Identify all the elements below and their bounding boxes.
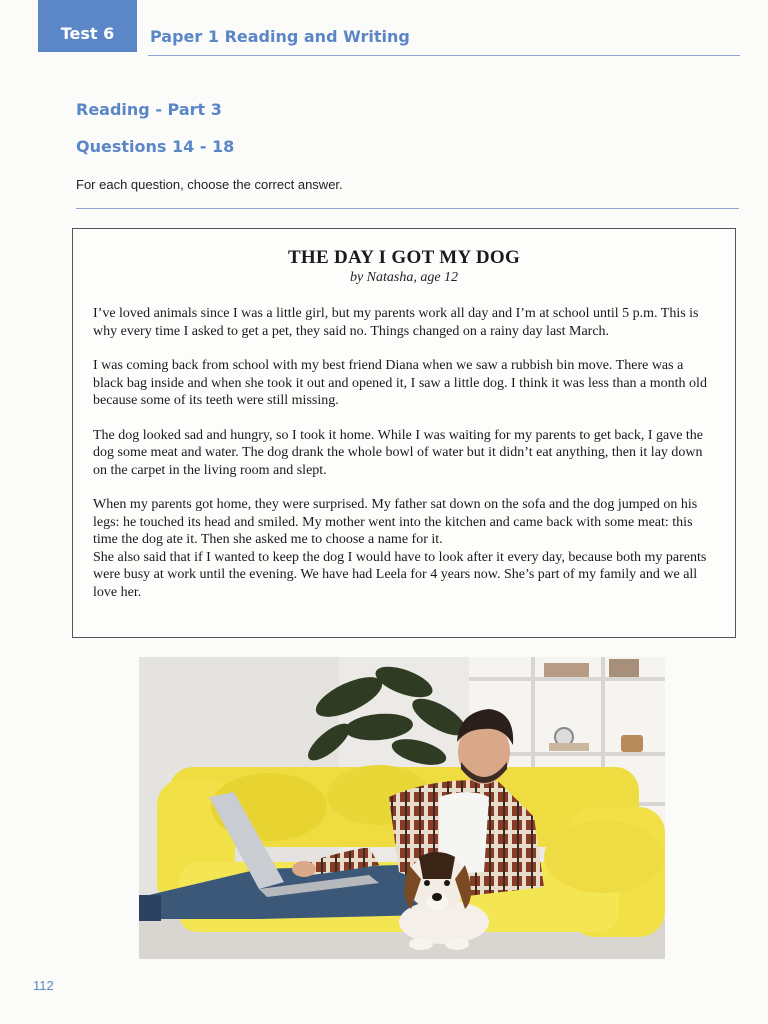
article-paragraph: I’ve loved animals since I was a little girl, but my parents work all day and I’m at school until 5 p.m. This is why every time I asked to get a pet, they said no. Things changed on a rainy day last March. <box>93 306 699 339</box>
instruction-text: For each question, choose the correct answer. <box>76 177 343 192</box>
instruction-divider <box>76 208 739 209</box>
header-divider <box>148 55 740 56</box>
article-paragraph: When my parents got home, they were surprised. My father sat down on the sofa and the dog jumped on his legs: he touched its head and smiled. My mother went into the kitchen and came back with some meat: this time the dog ate it. Then she asked me to choose a name for it. <box>93 497 698 547</box>
man-with-dog-on-sofa-illustration <box>139 657 665 959</box>
article-paragraph: I was coming back from school with my best friend Diana when we saw a rubbish bin move. There was a black bag inside and when she took it out and opened it, I saw a little dog. I think it was less than a month old because some of its teeth were still missing. <box>93 358 707 408</box>
page-number: 112 <box>33 978 54 993</box>
article-byline: by Natasha, age 12 <box>349 270 459 285</box>
illustration-photo <box>139 657 665 959</box>
article-paragraph: She also said that if I wanted to keep the dog I would have to look after it every day, because both my parents were busy at work until the evening. We have had Leela for 4 years now. She’s part of my family and we all love her. <box>93 549 707 600</box>
article-title: THE DAY I GOT MY DOG <box>287 247 521 268</box>
questions-range: Questions 14 - 18 <box>76 137 235 156</box>
paper-title: Paper 1 Reading and Writing <box>150 27 410 46</box>
article-box <box>72 228 736 638</box>
article-body <box>93 305 717 601</box>
section-title: Reading - Part 3 <box>76 100 222 119</box>
article-paragraph: The dog looked sad and hungry, so I took it home. While I was waiting for my parents to get back, I gave the dog some meat and water. The dog drank the whole bowl of water but it didn’t eat anything, then it lay down on the carpet in the living room and slept. <box>93 427 704 478</box>
test-label-tab: Test 6 <box>38 0 137 52</box>
